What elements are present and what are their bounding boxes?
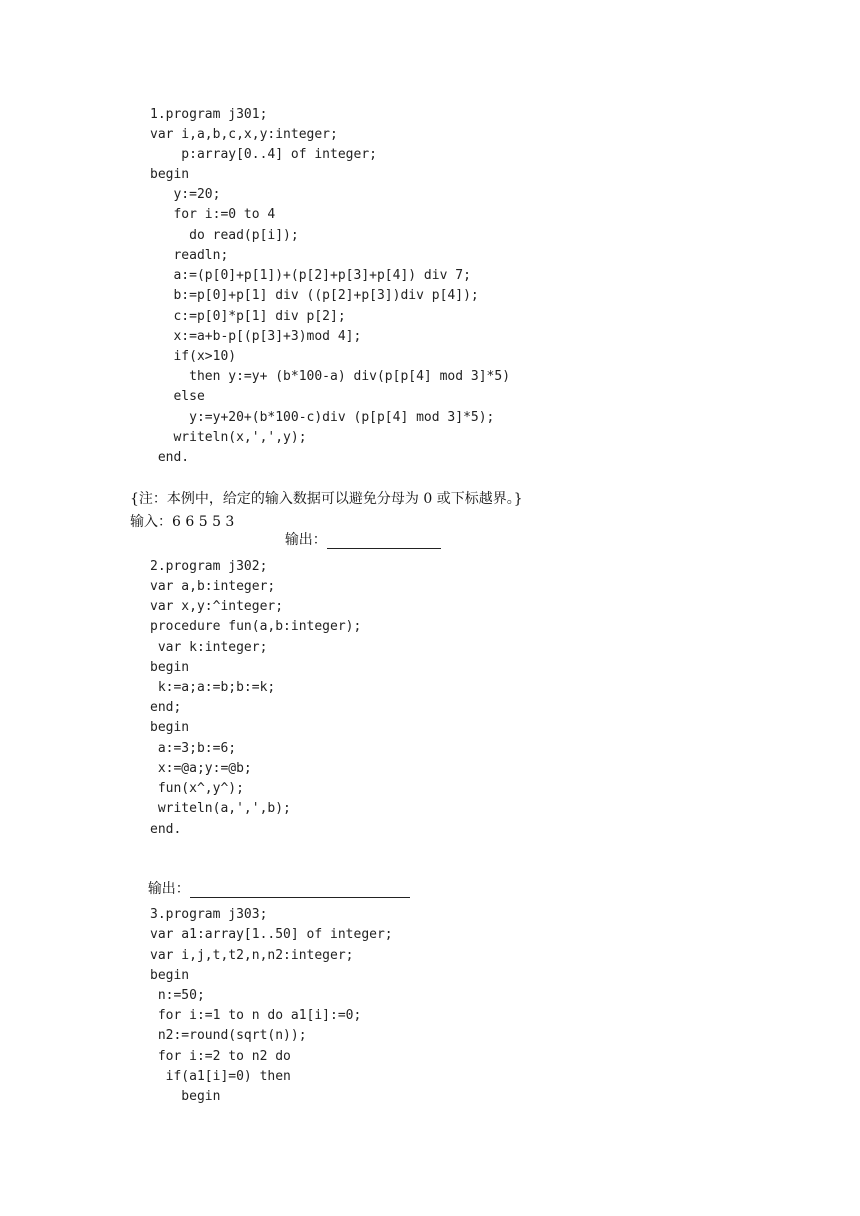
code-line: var a,b:integer;	[150, 579, 276, 594]
code-line: 1.program j301;	[150, 107, 268, 122]
code-line: x:=a+b-p[(p[3]+3)mod 4];	[150, 329, 362, 344]
input-label: 输入：6 6 5 5 3	[130, 514, 235, 530]
output-label-text: 输出：	[284, 532, 327, 548]
code-line: var i,j,t,t2,n,n2:integer;	[150, 948, 354, 963]
code-line: var a1:array[1..50] of integer;	[150, 927, 393, 942]
code-line: procedure fun(a,b:integer);	[150, 619, 362, 634]
code-line: b:=p[0]+p[1] div ((p[2]+p[3])div p[4]);	[150, 288, 479, 303]
code-line: end;	[150, 700, 182, 715]
code-line: begin	[150, 720, 190, 735]
code-line: var k:integer;	[150, 640, 268, 655]
code-line: x:=@a;y:=@b;	[150, 761, 252, 776]
code-line: var x,y:^integer;	[150, 599, 284, 614]
code-line: writeln(a,',',b);	[150, 801, 291, 816]
code-line: if(x>10)	[150, 349, 237, 364]
code-line: for i:=0 to 4	[150, 207, 276, 222]
output-label-1	[267, 513, 441, 567]
code-line: y:=y+20+(b*100-c)div (p[p[4] mod 3]*5);	[150, 410, 495, 425]
code-line: do read(p[i]);	[150, 228, 299, 243]
code-line: end.	[150, 822, 182, 837]
code-line: for i:=1 to n do a1[i]:=0;	[150, 1008, 362, 1023]
code-line: c:=p[0]*p[1] div p[2];	[150, 309, 346, 324]
code-line: 3.program j303;	[150, 907, 268, 922]
code-line: writeln(x,',',y);	[150, 430, 307, 445]
code-line: fun(x^,y^);	[150, 781, 244, 796]
code-line: a:=(p[0]+p[1])+(p[2]+p[3]+p[4]) div 7;	[150, 268, 471, 283]
code-line: p:array[0..4] of integer;	[150, 147, 377, 162]
code-line: end.	[150, 450, 190, 465]
code-line: var i,a,b,c,x,y:integer;	[150, 127, 338, 142]
code-line: y:=20;	[150, 187, 221, 202]
code-line: readln;	[150, 248, 229, 263]
code-line: begin	[150, 660, 190, 675]
code-line: begin	[150, 968, 190, 983]
code-line: k:=a;a:=b;b:=k;	[150, 680, 276, 695]
code-line: begin	[150, 1089, 221, 1104]
code-line: n:=50;	[150, 988, 205, 1003]
output-label-text: 输出：	[147, 881, 190, 897]
code-line: a:=3;b:=6;	[150, 741, 237, 756]
code-line: 2.program j302;	[150, 559, 268, 574]
code-line: n2:=round(sqrt(n));	[150, 1028, 307, 1043]
code-line: else	[150, 389, 205, 404]
code-line: begin	[150, 167, 190, 182]
answer-blank-1[interactable]	[327, 534, 441, 549]
code-line: for i:=2 to n2 do	[150, 1049, 291, 1064]
note-text: {注：本例中，给定的输入数据可以避免分母为 0 或下标越界。}	[130, 491, 523, 507]
answer-blank-2[interactable]	[190, 883, 410, 898]
code-line: if(a1[i]=0) then	[150, 1069, 291, 1084]
code-line: then y:=y+ (b*100-a) div(p[p[4] mod 3]*5)	[150, 369, 511, 384]
